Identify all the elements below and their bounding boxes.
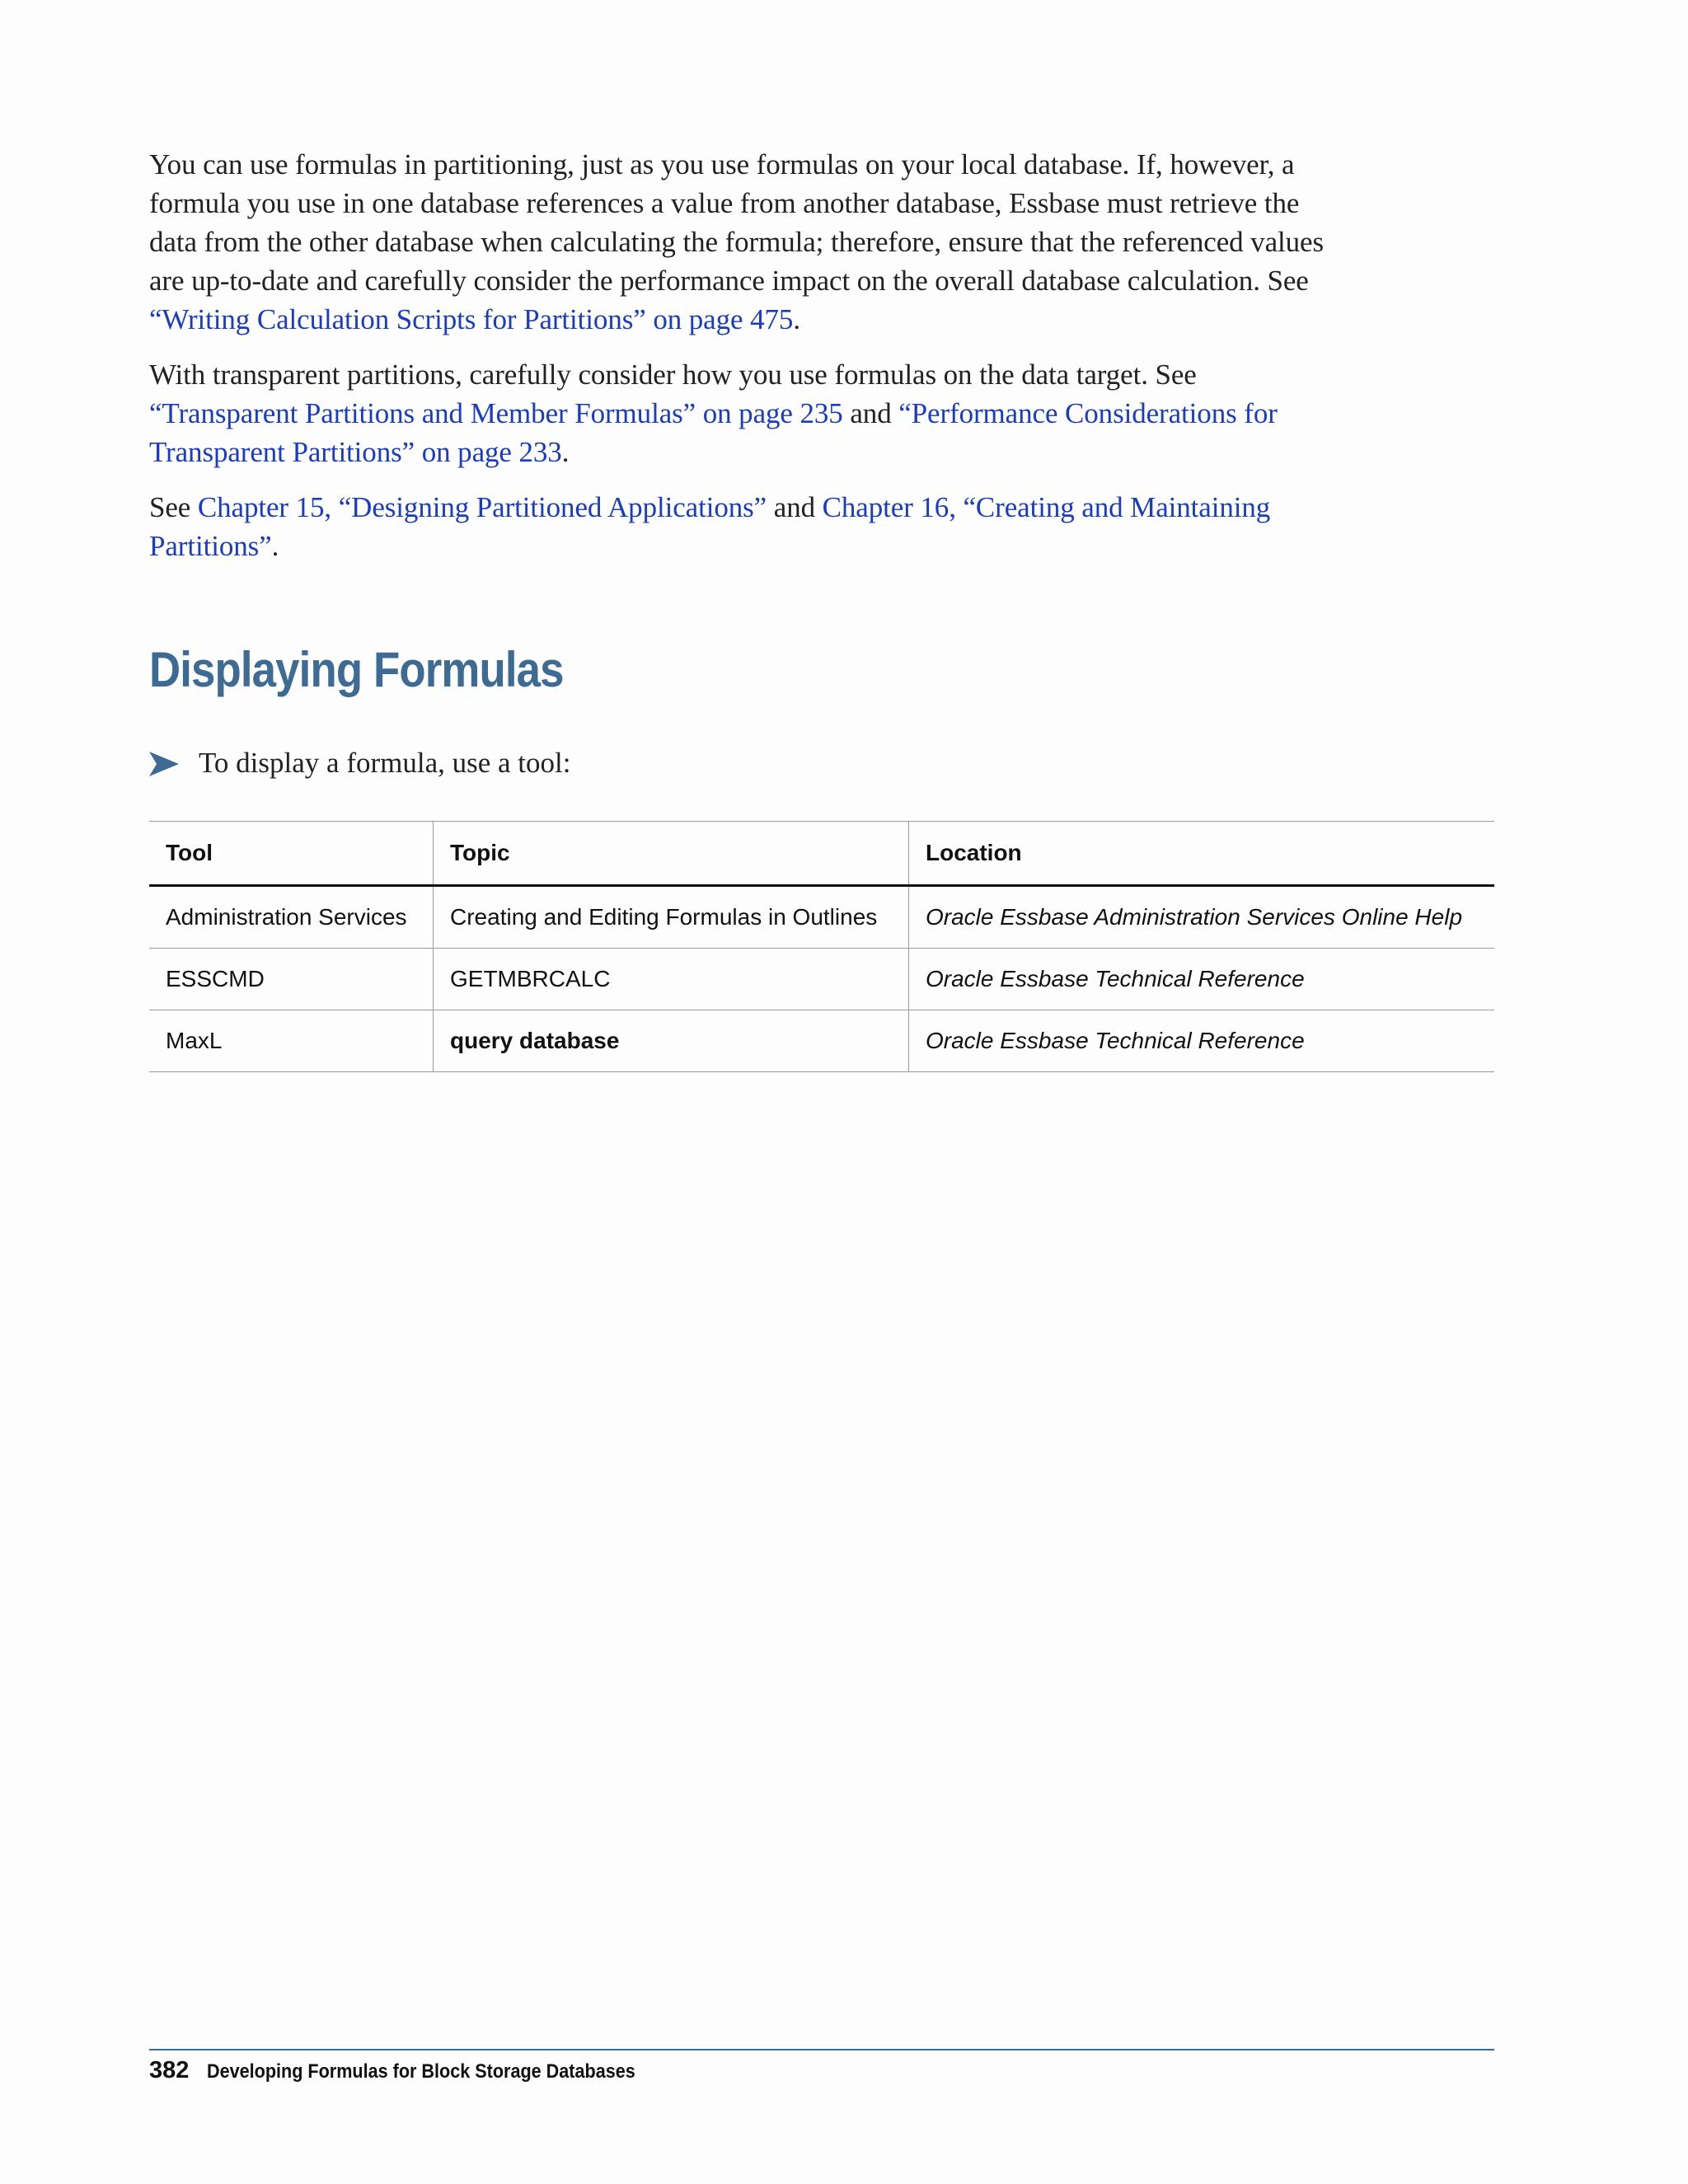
cell-tool: MaxL	[149, 1010, 434, 1072]
procedure-step	[149, 747, 570, 780]
chapter-title: Developing Formulas for Block Storage Databases	[207, 2060, 636, 2083]
paragraph-text: See	[149, 491, 198, 523]
arrow-icon	[149, 751, 179, 776]
paragraph-text: You can use formulas in partitioning, just as you use formulas on your local database. If, however, a formula you use in one database references a value from another database, Essbase must retrieve the data from the other database when calculating the formula; therefore, ensure that the referenced values are up-to-date and carefully consider the performance impact on the overall database calculation. See	[149, 148, 1324, 297]
paragraph-transparent	[149, 355, 1344, 471]
page-number: 382	[149, 2057, 190, 2083]
link-chapter-15[interactable]: Chapter 15, “Designing Partitioned Applications”	[197, 491, 767, 523]
link-writing-calc-scripts[interactable]: “Writing Calculation Scripts for Partitions” on page 475	[149, 303, 794, 335]
paragraph-partitioning	[149, 145, 1344, 339]
header-location: Location	[909, 822, 1495, 886]
footer-divider	[149, 2049, 1494, 2050]
paragraph-text: With transparent partitions, carefully consider how you use formulas on the data target. See	[149, 359, 1197, 391]
paragraph-text: and	[842, 397, 899, 429]
table-header-row	[149, 822, 1494, 886]
cell-topic: Creating and Editing Formulas in Outlines	[434, 886, 909, 949]
paragraph-text: .	[793, 303, 800, 335]
cell-topic: query database	[434, 1010, 909, 1072]
link-performance-considerations[interactable]: “Performance Considerations for Transparent Partitions” on page 233	[149, 397, 1278, 468]
header-tool: Tool	[149, 822, 434, 886]
cell-tool: ESSCMD	[149, 949, 434, 1010]
table-row	[149, 1010, 1494, 1072]
paragraph-text: and	[767, 491, 823, 523]
cell-topic: GETMBRCALC	[434, 949, 909, 1010]
cell-location: Oracle Essbase Administration Services Online Help	[909, 886, 1495, 949]
paragraph-see-chapters	[149, 488, 1344, 565]
table-row	[149, 949, 1494, 1010]
tools-table	[149, 821, 1494, 1072]
paragraph-text: .	[561, 436, 570, 468]
paragraph-text: .	[271, 530, 279, 562]
link-transparent-member-formulas[interactable]: “Transparent Partitions and Member Formulas” on page 235	[149, 397, 843, 429]
link-chapter-16[interactable]: Chapter 16, “Creating and Maintaining Partitions”	[149, 491, 1271, 562]
cell-location: Oracle Essbase Technical Reference	[909, 949, 1495, 1010]
header-topic: Topic	[434, 822, 909, 886]
cell-tool: Administration Services	[149, 886, 434, 949]
table-row	[149, 886, 1494, 949]
page-footer	[149, 2057, 683, 2084]
cell-location: Oracle Essbase Technical Reference	[909, 1010, 1495, 1072]
body-text	[149, 145, 1344, 582]
section-title: Displaying Formulas	[149, 642, 564, 697]
procedure-text: To display a formula, use a tool:	[199, 747, 571, 779]
